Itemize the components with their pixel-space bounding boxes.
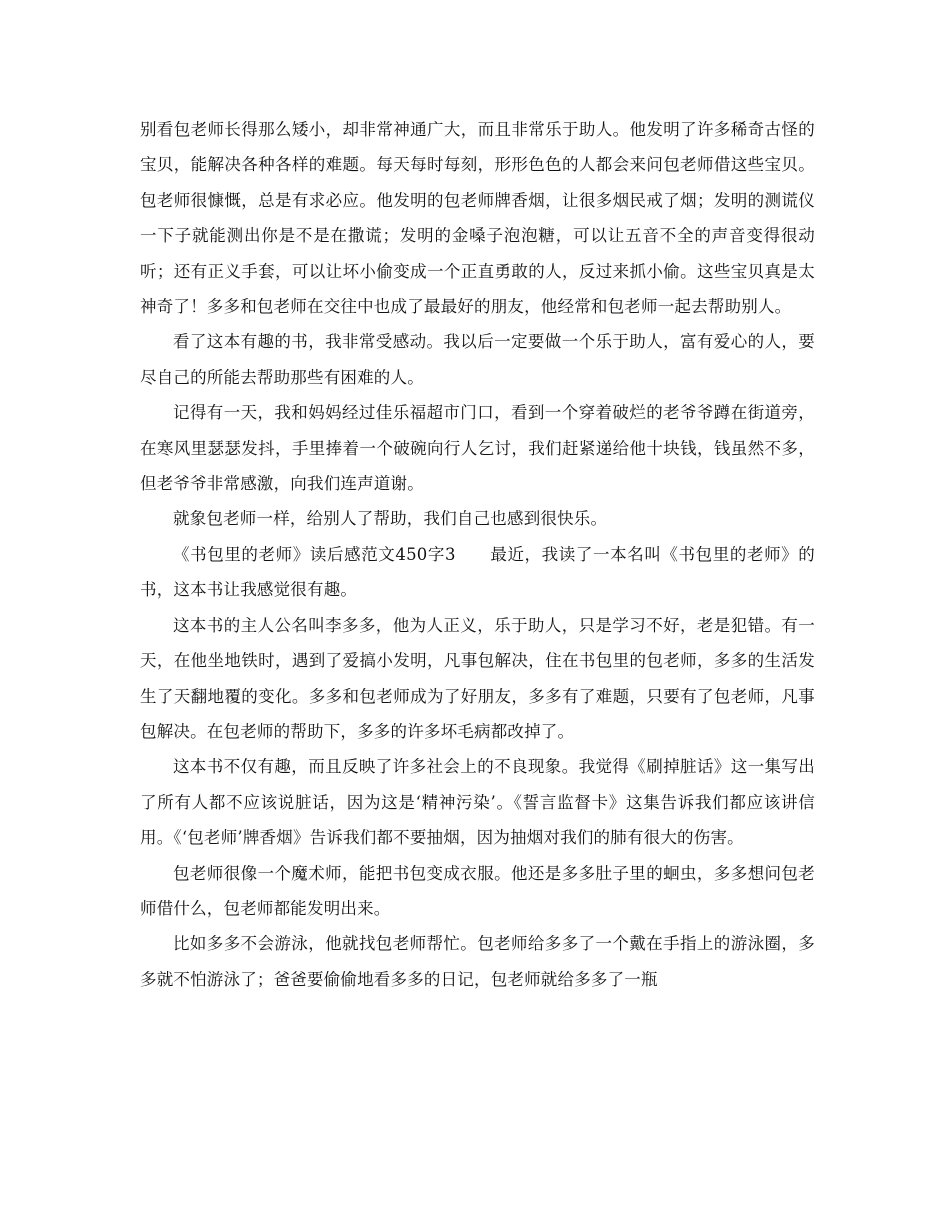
paragraph-1: 别看包老师长得那么矮小，却非常神通广大，而且非常乐于助人。他发明了许多稀奇古怪的宝贝，能解决各种各样的难题。每天每时每刻，形形色色的人都会来问包老师借这些宝贝。包老师很慷慨，总是有求必应。他发明的包老师牌香烟，让很多烟民戒了烟；发明的测谎仪一下子就能测出你是不是在撒谎；发明的金嗓子泡泡糖，可以让五音不全的声音变得很动听；还有正义手套，可以让坏小偷变成一个正直勇敢的人，反过来抓小偷。这些宝贝真是太神奇了！多多和包老师在交往中也成了最最好的朋友，他经常和包老师一起去帮助别人。 <box>140 120 815 317</box>
paragraph-2: 看了这本有趣的书，我非常受感动。我以后一定要做一个乐于助人，富有爱心的人，要尽自己的所能去帮助那些有困难的人。 <box>140 332 815 387</box>
paragraph-9: 比如多多不会游泳，他就找包老师帮忙。包老师给多多了一个戴在手指上的游泳圈，多多就不怕游泳了；爸爸要偷偷地看多多的日记，包老师就给多多了一瓶 <box>140 934 815 989</box>
paragraph-4: 就象包老师一样，给别人了帮助，我们自己也感到很快乐。 <box>173 509 608 529</box>
paragraph-7: 这本书不仅有趣，而且反映了许多社会上的不良现象。我觉得《刷掉脏话》这一集写出了所有人都不应该说脏话，因为这是‘精神污染’。《誓言监督卡》这集告诉我们都应该讲信用。《‘包老师’牌香烟》告诉我们都不要抽烟，因为抽烟对我们的肺有很大的伤害。 <box>140 757 815 848</box>
document-body <box>140 112 815 997</box>
paragraph-5: 《书包里的老师》读后感范文450字3 最近，我读了一本名叫《书包里的老师》的书，这本书让我感觉很有趣。 <box>140 544 815 600</box>
paragraph-6: 这本书的主人公名叫李多多，他为人正义，乐于助人，只是学习不好，老是犯错。有一天，在他坐地铁时，遇到了爱搞小发明，凡事包解决，住在书包里的包老师，多多的生活发生了天翻地覆的变化。多多和包老师成为了好朋友，多多有了难题，只要有了包老师，凡事包解决。在包老师的帮助下，多多的许多坏毛病都改掉了。 <box>140 615 815 741</box>
paragraph-8: 包老师很像一个魔术师，能把书包变成衣服。他还是多多肚子里的蛔虫，多多想问包老师借什么，包老师都能发明出来。 <box>140 863 815 918</box>
paragraph-3: 记得有一天，我和妈妈经过佳乐福超市门口，看到一个穿着破烂的老爷爷蹲在街道旁，在寒风里瑟瑟发抖，手里捧着一个破碗向行人乞讨，我们赶紧递给他十块钱，钱虽然不多，但老爷爷非常感激，向我们连声道谢。 <box>140 403 815 494</box>
